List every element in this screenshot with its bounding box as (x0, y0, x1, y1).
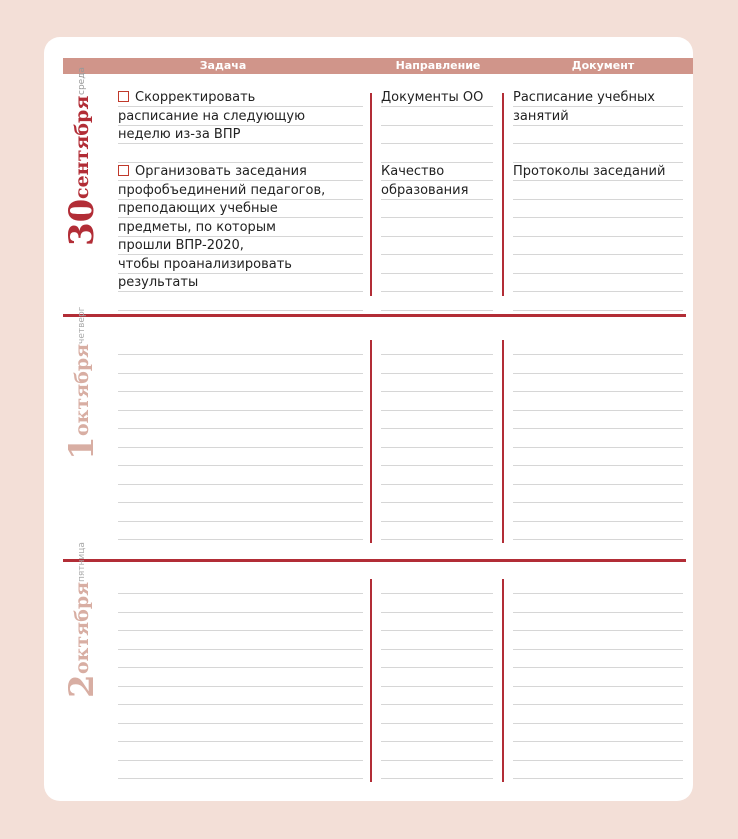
ruled-line (513, 612, 683, 613)
ruled-line (381, 254, 493, 255)
ruled-line (513, 723, 683, 724)
column-divider (502, 340, 504, 543)
ruled-line (118, 465, 363, 466)
direction-entry (381, 163, 499, 200)
ruled-line (118, 741, 363, 742)
ruled-line (381, 236, 493, 237)
task-line: неделю из-за ВПР (118, 127, 241, 142)
ruled-line (118, 704, 363, 705)
ruled-line (513, 521, 683, 522)
ruled-line (381, 217, 493, 218)
day-separator (63, 559, 686, 562)
ruled-line (381, 354, 493, 355)
ruled-line (381, 612, 493, 613)
ruled-line (513, 273, 683, 274)
ruled-line (381, 143, 493, 144)
ruled-line (513, 630, 683, 631)
ruled-line (513, 502, 683, 503)
task-line: преподающих учебные (118, 201, 278, 216)
task-line: чтобы проанализировать (118, 256, 292, 272)
ruled-line (513, 465, 683, 466)
ruled-line (513, 428, 683, 429)
task-entry (118, 89, 368, 145)
ruled-line (118, 760, 363, 761)
column-divider (370, 579, 372, 782)
ruled-line (513, 310, 683, 311)
ruled-line (118, 502, 363, 503)
ruled-line (513, 391, 683, 392)
ruled-line (118, 593, 363, 594)
ruled-line (381, 484, 493, 485)
ruled-line (381, 667, 493, 668)
ruled-line (513, 760, 683, 761)
task-line: результаты (118, 275, 199, 290)
task-entry (118, 163, 368, 293)
ruled-line (513, 741, 683, 742)
ruled-line (381, 447, 493, 448)
ruled-line (118, 447, 363, 448)
header-task: Задача (199, 59, 247, 72)
column-divider (502, 93, 504, 296)
header-direction: Направление (395, 59, 481, 72)
day-separator (63, 314, 686, 317)
document-line: занятий (513, 108, 569, 124)
day-weekday: среда (77, 67, 87, 96)
task-line: предметы, по которым (118, 219, 276, 235)
ruled-line (513, 778, 683, 779)
ruled-line (381, 465, 493, 466)
ruled-line (513, 410, 683, 411)
ruled-line (118, 686, 363, 687)
direction-line: образования (381, 182, 469, 198)
day-label-1 (62, 306, 102, 460)
ruled-line (381, 291, 493, 292)
ruled-line (118, 391, 363, 392)
document-entry (513, 163, 683, 182)
ruled-line (513, 291, 683, 292)
day-weekday: четверг (77, 306, 87, 345)
task-line: расписание на следующую (118, 108, 306, 124)
ruled-line (513, 254, 683, 255)
ruled-line (118, 310, 363, 311)
ruled-line (118, 521, 363, 522)
ruled-line (381, 521, 493, 522)
ruled-line (118, 649, 363, 650)
ruled-line (513, 593, 683, 594)
ruled-line (118, 667, 363, 668)
ruled-line (381, 760, 493, 761)
ruled-line (118, 612, 363, 613)
ruled-line (381, 310, 493, 311)
header-document: Документ (571, 59, 635, 72)
direction-line: Документы ОО (381, 90, 484, 105)
ruled-line (381, 630, 493, 631)
ruled-line (513, 649, 683, 650)
ruled-line (381, 704, 493, 705)
day-label-2 (62, 542, 102, 698)
ruled-line (381, 778, 493, 779)
day-number: 2 (62, 674, 102, 698)
column-header (63, 58, 693, 74)
ruled-line (381, 686, 493, 687)
ruled-line (118, 539, 363, 540)
ruled-line (513, 236, 683, 237)
ruled-line (118, 723, 363, 724)
column-divider (370, 93, 372, 296)
ruled-line (513, 217, 683, 218)
ruled-line (381, 373, 493, 374)
ruled-line (118, 410, 363, 411)
document-line: Протоколы заседаний (513, 164, 666, 179)
ruled-line (381, 649, 493, 650)
ruled-line (381, 428, 493, 429)
ruled-line (381, 539, 493, 540)
ruled-line (513, 447, 683, 448)
ruled-line (118, 354, 363, 355)
direction-entry (381, 89, 499, 108)
task-line: прошли ВПР-2020, (118, 238, 244, 253)
ruled-line (118, 778, 363, 779)
ruled-line (381, 391, 493, 392)
day-label-0 (62, 67, 102, 246)
ruled-line (513, 704, 683, 705)
column-divider (370, 340, 372, 543)
ruled-line (381, 741, 493, 742)
task-line: Скорректировать (135, 90, 256, 105)
ruled-line (118, 630, 363, 631)
task-line: Организовать заседания (135, 164, 307, 179)
ruled-line (381, 410, 493, 411)
document-entry (513, 89, 683, 126)
ruled-line (381, 593, 493, 594)
day-month: октября (71, 582, 93, 675)
ruled-line (513, 143, 683, 144)
ruled-line (381, 502, 493, 503)
ruled-line (513, 354, 683, 355)
checkbox-icon[interactable] (118, 165, 129, 176)
day-month: октября (71, 344, 93, 437)
ruled-line (381, 125, 493, 126)
checkbox-icon[interactable] (118, 91, 129, 102)
ruled-line (513, 686, 683, 687)
ruled-line (118, 373, 363, 374)
ruled-line (513, 199, 683, 200)
ruled-line (513, 373, 683, 374)
day-number: 1 (62, 436, 102, 460)
ruled-line (513, 667, 683, 668)
ruled-line (381, 723, 493, 724)
column-divider (502, 579, 504, 782)
ruled-line (381, 273, 493, 274)
day-month: сентября (71, 95, 93, 199)
ruled-line (513, 539, 683, 540)
day-number: 30 (62, 198, 102, 246)
ruled-line (118, 484, 363, 485)
ruled-line (118, 428, 363, 429)
direction-line: Качество (381, 164, 445, 179)
day-weekday: пятница (77, 542, 87, 583)
task-line: профобъединений педагогов, (118, 182, 326, 198)
document-line: Расписание учебных (513, 90, 655, 105)
ruled-line (513, 484, 683, 485)
